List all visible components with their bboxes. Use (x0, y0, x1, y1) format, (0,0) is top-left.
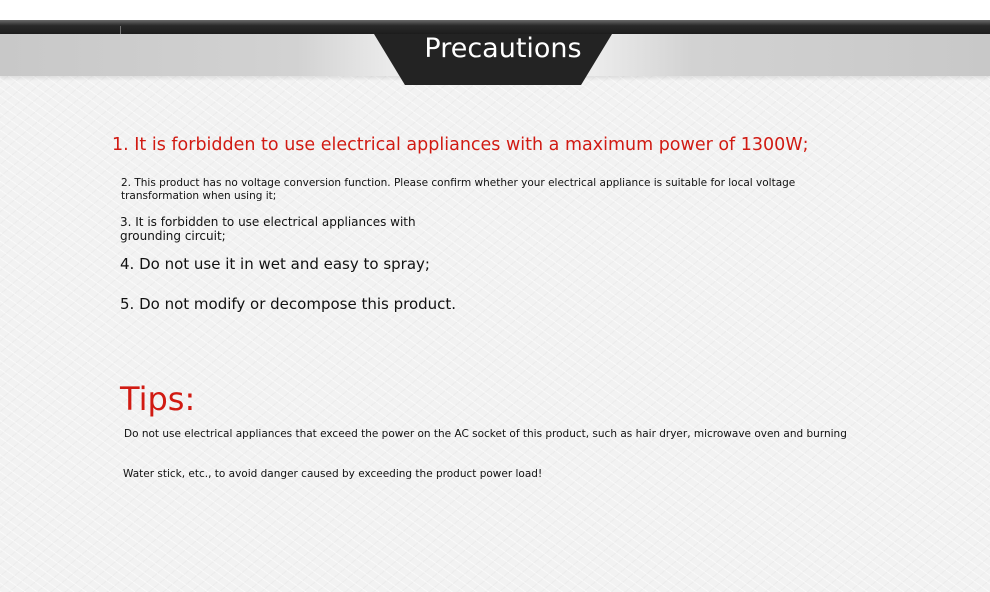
header-band-divider (120, 26, 121, 34)
precaution-item-3-line-2: grounding circuit; (120, 229, 226, 243)
precaution-item-3 (120, 215, 440, 243)
precaution-item-4: 4. Do not use it in wet and easy to spray; (120, 255, 430, 273)
precaution-item-2: 2. This product has no voltage conversion function. Please confirm whether your electrical appliance is suitable for local voltage transformation when using it; (121, 177, 796, 202)
tips-text-line-2: Water stick, etc., to avoid danger caused by exceeding the product power load! (123, 468, 543, 480)
page-title: Precautions (424, 33, 582, 64)
precaution-item-1: 1. It is forbidden to use electrical appliances with a maximum power of 1300W; (112, 135, 809, 155)
tips-heading: Tips: (120, 380, 196, 418)
precaution-item-5: 5. Do not modify or decompose this product. (120, 295, 457, 313)
tips-text-line-1: Do not use electrical appliances that exceed the power on the AC socket of this product, such as hair dryer, microwave oven and burning (124, 428, 847, 440)
precaution-item-3-line-1: 3. It is forbidden to use electrical appliances with (120, 215, 416, 229)
top-strip (0, 0, 990, 22)
